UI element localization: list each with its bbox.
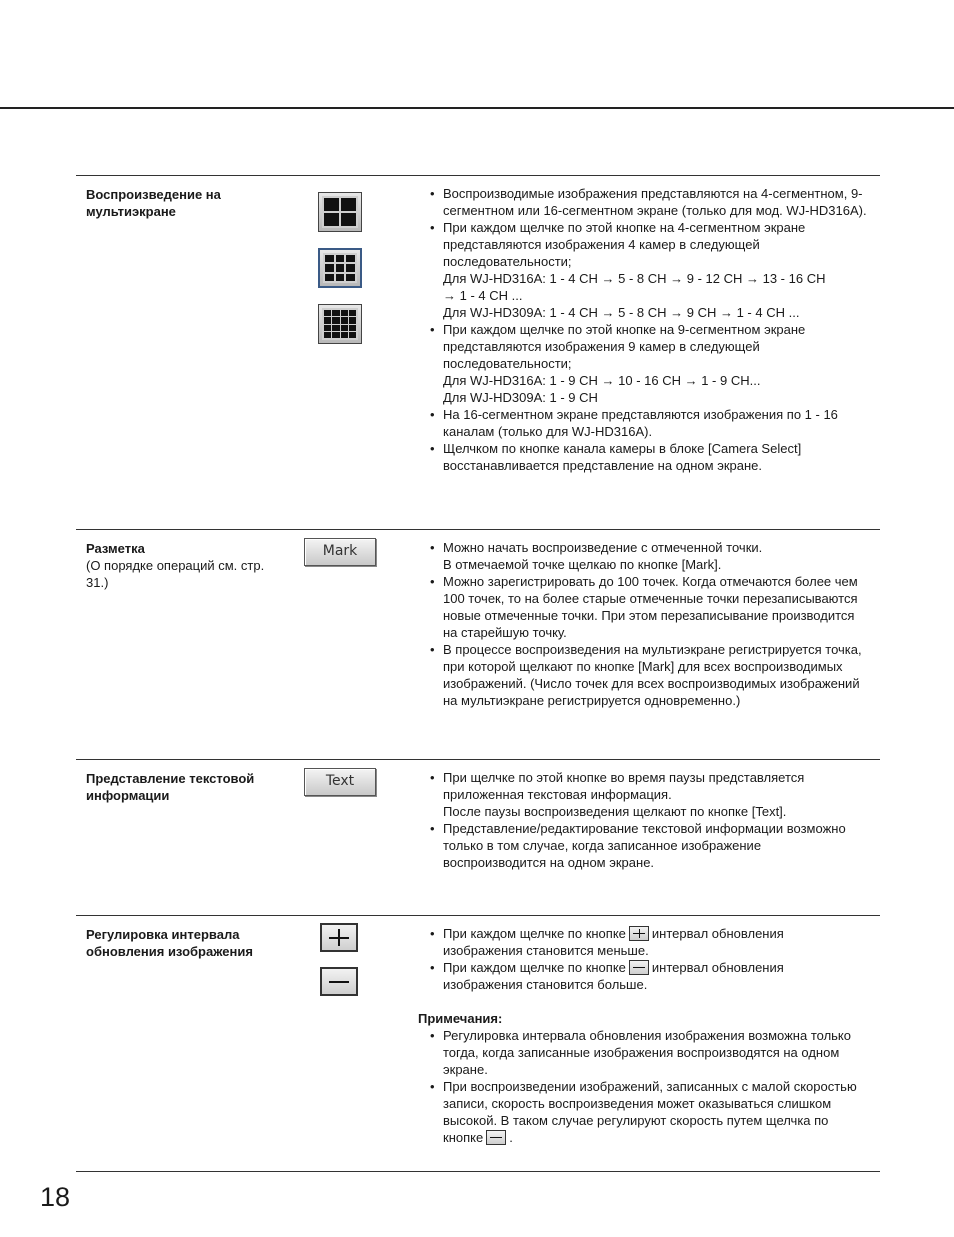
text-line: последовательности;	[443, 254, 572, 269]
bullet	[418, 820, 874, 871]
bullet	[418, 440, 874, 474]
row-subtitle: (О порядке операций см. стр.	[86, 558, 265, 573]
text-line: • Можно зарегистрировать до 100 точек. Когда отмечаются более чем	[443, 574, 858, 589]
row-description	[418, 539, 874, 709]
text-line: 100 точек, то на более старые отмеченные точки перезаписываются	[443, 591, 858, 606]
row-multiscreen	[76, 175, 880, 529]
text-line: → 1 - 4 CH ...	[443, 288, 523, 303]
row-title-text: информации	[86, 788, 170, 803]
text-line: записи, скорость воспроизведения может оказываться слишком	[443, 1096, 832, 1111]
text-fragment: кнопке	[443, 1130, 484, 1145]
16-split-icon	[322, 308, 358, 340]
bullet	[418, 925, 874, 959]
row-title	[86, 186, 286, 220]
mark-button[interactable]: Mark	[304, 538, 376, 566]
bullet	[418, 539, 874, 573]
text-line: • В процессе воспроизведения на мультиэкране регистрируется точка,	[443, 642, 862, 657]
split-buttons	[302, 192, 412, 360]
text-line	[443, 925, 874, 942]
text-line: • При каждом щелчке по этой кнопке на 4-сегментном экране	[443, 220, 806, 235]
text-line: на мультиэкране регистрируется одновременно.)	[443, 693, 741, 708]
text-line: высокой. В таком случае регулируют скорость путем щелчка по	[443, 1113, 829, 1128]
row-title	[86, 926, 286, 960]
function-table	[76, 175, 880, 1172]
text-line: представляются изображения 4 камер в следующей	[443, 237, 760, 252]
text-line: только в том случае, когда записанное изображение	[443, 838, 762, 853]
4-split-icon	[322, 196, 358, 228]
text-line: Для WJ-HD316A: 1 - 4 CH → 5 - 8 CH → 9 - 12 CH → 13 - 16 CH	[443, 271, 826, 286]
bullet	[418, 769, 874, 820]
mark-button-cell	[302, 538, 412, 566]
text-line: • При щелчке по этой кнопке во время паузы представляется	[443, 770, 805, 785]
row-description	[418, 925, 874, 1146]
note-bullet	[418, 1027, 874, 1078]
plus-icon	[629, 926, 649, 941]
row-title-text: Воспроизведение на мультиэкране	[86, 187, 221, 219]
text-line: • При каждом щелчке по этой кнопке на 9-сегментном экране	[443, 322, 806, 337]
text-line	[443, 1129, 874, 1146]
text-line: экране.	[443, 1062, 488, 1077]
text-line: Для WJ-HD316A: 1 - 9 CH → 10 - 16 CH → 1 - 9 CH...	[443, 373, 761, 388]
bullet	[418, 573, 874, 641]
row-description	[418, 769, 874, 871]
row-title	[86, 540, 286, 591]
text-line: каналам (только для WJ-HD316A).	[443, 424, 653, 439]
row-title-text: Регулировка интервала	[86, 927, 240, 942]
text-line: • При воспроизведении изображений, записанных с малой скоростью	[443, 1079, 857, 1094]
text-line: представляются изображения 9 камер в следующей	[443, 339, 760, 354]
interval-minus-button[interactable]	[320, 967, 358, 996]
notes-heading: Примечания:	[418, 1011, 503, 1026]
text-line: воспроизводится на одном экране.	[443, 855, 655, 870]
text-line: изображения становится больше.	[443, 977, 648, 992]
minus-icon	[629, 960, 649, 975]
text-line: Для WJ-HD309A: 1 - 4 CH → 5 - 8 CH → 9 CH → 1 - 4 CH ...	[443, 305, 800, 320]
row-title	[86, 770, 286, 804]
nine-split-button[interactable]	[318, 248, 362, 288]
text-line: изображений. (Число точек для всех воспроизводимых изображений	[443, 676, 860, 691]
bullet	[418, 406, 874, 440]
interval-plus-button[interactable]	[320, 923, 358, 952]
text-line: • Воспроизводимые изображения представляются на 4-сегментном, 9-	[443, 186, 863, 201]
text-line: • Представление/редактирование текстовой информации возможно	[443, 821, 846, 836]
row-refresh-interval	[76, 915, 880, 1172]
row-text-info	[76, 759, 880, 915]
bullet	[418, 185, 874, 219]
text-line: • Щелчком по кнопке канала камеры в блоке [Camera Select]	[443, 441, 802, 456]
text-fragment: При каждом щелчке по кнопке	[443, 960, 626, 975]
text-line: Для WJ-HD309A: 1 - 9 CH	[443, 390, 598, 405]
page-number: 18	[40, 1182, 71, 1212]
interval-buttons	[302, 923, 412, 1011]
row-description	[418, 185, 874, 474]
text-line: последовательности;	[443, 356, 572, 371]
text-line: • Регулировка интервала обновления изображения возможна только	[443, 1028, 851, 1043]
text-line: сегментном или 16-сегментном экране (только для мод. WJ-HD316A).	[443, 203, 867, 218]
text-button[interactable]: Text	[304, 768, 376, 796]
row-mark	[76, 529, 880, 759]
row-title-text: обновления изображения	[86, 944, 253, 959]
text-line: • На 16-сегментном экране представляются изображения по 1 - 16	[443, 407, 838, 422]
text-line: тогда, когда записанные изображения воспроизводятся на одном	[443, 1045, 840, 1060]
text-line: на старейшую точку.	[443, 625, 567, 640]
text-line: В отмечаемой точке щелкаю по кнопке [Mark].	[443, 557, 722, 572]
text-line	[443, 959, 874, 976]
row-subtitle: 31.)	[86, 575, 109, 590]
bullet	[418, 641, 874, 709]
text-line: при которой щелкают по кнопке [Mark] для всех воспроизводимых	[443, 659, 843, 674]
row-title-text: Представление текстовой	[86, 771, 255, 786]
text-line: новые отмеченные точки. При этом перезаписывание производится	[443, 608, 855, 623]
sixteen-split-button[interactable]	[318, 304, 362, 344]
9-split-icon	[323, 253, 357, 283]
minus-icon	[486, 1130, 506, 1145]
text-fragment: интервал обновления	[651, 926, 784, 941]
row-title-text: Разметка	[86, 541, 145, 556]
text-fragment: При каждом щелчке по кнопке	[443, 926, 626, 941]
text-line: приложенная текстовая информация.	[443, 787, 672, 802]
header-rule	[0, 107, 954, 109]
text-fragment: интервал обновления	[651, 960, 784, 975]
text-line: восстанавливается представление на одном экране.	[443, 458, 762, 473]
text-fragment: .	[509, 1130, 513, 1145]
bullet	[418, 959, 874, 993]
note-bullet	[418, 1078, 874, 1146]
quad-split-button[interactable]	[318, 192, 362, 232]
bullet	[418, 321, 874, 406]
text-line: изображения становится меньше.	[443, 943, 649, 958]
bullet	[418, 219, 874, 321]
text-line: • Можно начать воспроизведение с отмеченной точки.	[443, 540, 763, 555]
text-button-cell	[302, 768, 412, 796]
text-line: После паузы воспроизведения щелкают по кнопке [Text].	[443, 804, 787, 819]
